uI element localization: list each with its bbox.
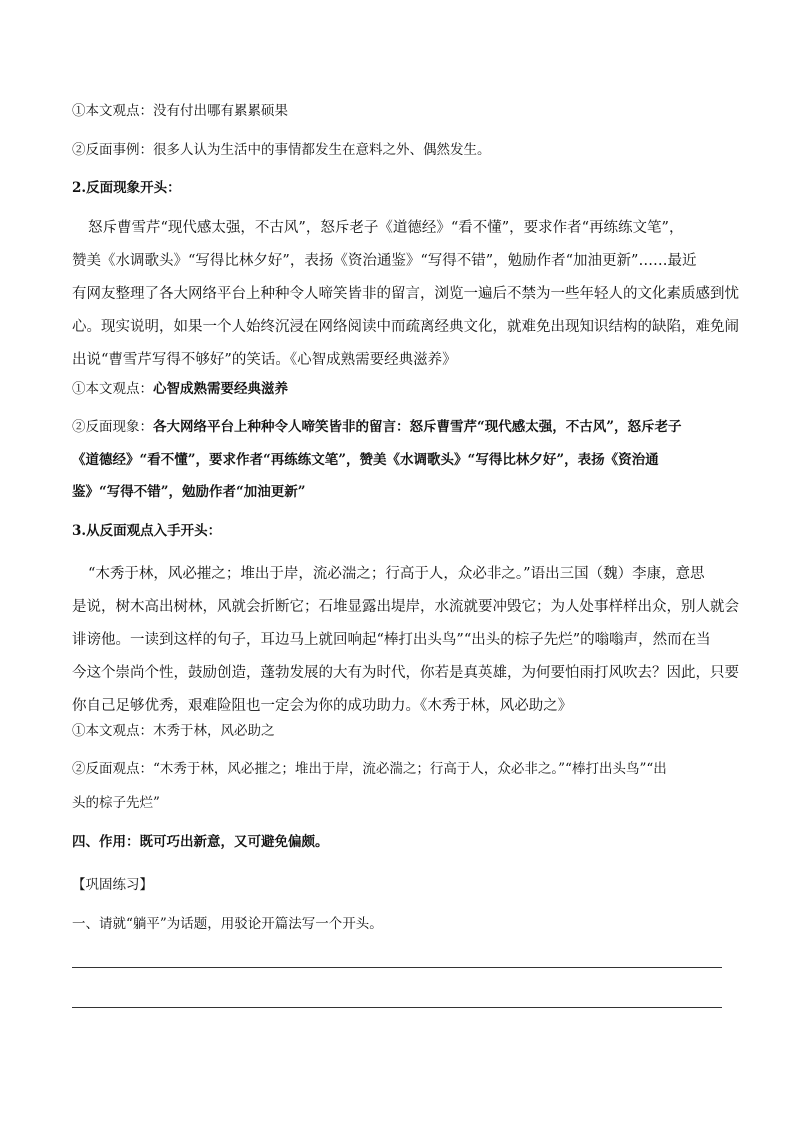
paragraph-3-line: 今这个崇尚个性，鼓励创造，蓬勃发展的大有为时代，你若是真英雄，为何要怕雨打风吹去？因此，只要 bbox=[72, 665, 739, 681]
counter-phenomenon-2-line bbox=[72, 417, 722, 437]
viewpoint-2-label: ①本文观点： bbox=[72, 381, 153, 397]
section-heading-2: 2.反面现象开头： bbox=[72, 180, 181, 196]
paragraph-2-line: 赞美《水调歌头》“写得比林夕好”，表扬《资治通鉴》“写得不错”，勉励作者“加油更新”……最近 bbox=[72, 253, 697, 269]
section-heading-4: 四、作用：既可巧出新意，又可避免偏颇。 bbox=[72, 834, 329, 850]
paragraph-2-line: 心。现实说明，如果一个人始终沉浸在网络阅读中而疏离经典文化，就难免出现知识结构的缺陷，难免闹 bbox=[72, 319, 739, 335]
counter-phenomenon-2-line: 鉴》“写得不错”，勉励作者“加油更新” bbox=[72, 484, 306, 500]
paragraph-2-line: 出说“曹雪芹写得不够好”的笑话。《心智成熟需要经典滋养》 bbox=[72, 352, 457, 368]
viewpoint-2 bbox=[72, 379, 722, 399]
practice-question-1: 一、请就“躺平”为话题，用驳论开篇法写一个开头。 bbox=[72, 916, 383, 932]
counter-phenomenon-2-text: 各大网络平台上种种令人啼笑皆非的留言：怒斥曹雪芹“现代感太强，不古风”，怒斥老子 bbox=[153, 419, 682, 435]
viewpoint-3: ①本文观点：木秀于林，风必助之 bbox=[72, 723, 275, 739]
paragraph-3-line: 是说，树木高出树林，风就会折断它；石堆显露出堤岸，水流就要冲毁它；为人处事样样出众，别人就会 bbox=[72, 599, 739, 615]
counter-phenomenon-2-line: 《道德经》“看不懂”，要求作者“再练练文笔”，赞美《水调歌头》“写得比林夕好”，表扬《资治通 bbox=[72, 452, 659, 468]
paragraph-3-line: 你自己足够优秀，艰难险阻也一定会为你的成功助力。《木秀于林，风必助之》 bbox=[72, 698, 573, 714]
counter-phenomenon-2-label: ②反面现象： bbox=[72, 419, 153, 435]
paragraph-3-line: 诽谤他。一读到这样的句子，耳边马上就回响起“棒打出头鸟”“出头的棕子先烂”的嗡嗡声，然而在当 bbox=[72, 632, 711, 648]
viewpoint-1: ①本文观点：没有付出哪有累累硕果 bbox=[72, 103, 288, 119]
section-heading-3: 3.从反面观点入手开头： bbox=[72, 523, 222, 539]
paragraph-2-line: 有网友整理了各大网络平台上种种令人啼笑皆非的留言，浏览一遍后不禁为一些年轻人的文化素质感到忧 bbox=[72, 286, 739, 302]
paragraph-2-line: 怒斥曹雪芹“现代感太强，不古风”，怒斥老子《道德经》“看不懂”，要求作者“再练练文笔”， bbox=[88, 220, 684, 236]
answer-line bbox=[72, 967, 722, 968]
counter-viewpoint-3-line: ②反面观点：“木秀于林，风必摧之；堆出于岸，流必湍之；行高于人，众必非之。”“棒打出头鸟”“出 bbox=[72, 761, 667, 777]
viewpoint-2-text: 心智成熟需要经典滋养 bbox=[153, 381, 288, 397]
counter-viewpoint-3-line: 头的棕子先烂” bbox=[72, 795, 160, 811]
counter-example-1: ②反面事例：很多人认为生活中的事情都发生在意料之外、偶然发生。 bbox=[72, 142, 491, 158]
paragraph-3-line: “木秀于林，风必摧之；堆出于岸，流必湍之；行高于人，众必非之。”语出三国（魏）李康，意思 bbox=[88, 566, 705, 582]
answer-line bbox=[72, 1007, 722, 1008]
practice-title: 【巩固练习】 bbox=[72, 877, 153, 893]
